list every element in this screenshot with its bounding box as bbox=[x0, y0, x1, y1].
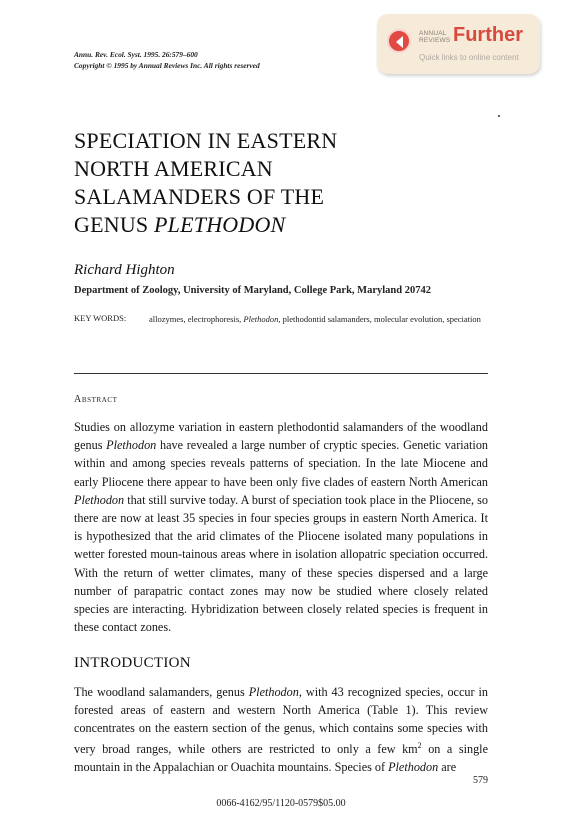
section-divider bbox=[74, 373, 488, 374]
abstract-text-3: that still survive today. A burst of speciation took place in the Pliocene, so there are now at least 35 species in four species groups in eastern North America. It is hypothesized that the arid climates of the Pliocene isolated many populations in wetter forested moun-tainous areas where in isolation allopatric speciation occurred. With the return of wetter climates, many of these species dispersed and a large number of parapatric contact zones may now be studied where closely related species are interacting. Hybridization between closely related species is frequent in these contact zones. bbox=[74, 492, 488, 635]
keywords-genus: Plethodon bbox=[243, 314, 279, 324]
intro-genus-2: Plethodon bbox=[388, 760, 439, 775]
abstract-genus-2: Plethodon bbox=[74, 492, 125, 507]
intro-text-2: with 43 recognized species, occur in forested areas of eastern and western North America (Table 1). This review concentrates on the eastern section of the genus, which contains some species with very broad ranges, while others are restricted to only a few km bbox=[74, 685, 488, 757]
intro-genus-1: Plethodon, bbox=[248, 685, 302, 699]
arrow-left-icon bbox=[387, 29, 411, 53]
article-title bbox=[74, 127, 494, 239]
keywords-label: KEY WORDS: bbox=[74, 313, 127, 323]
intro-text-4: are bbox=[438, 760, 457, 775]
footer-code: 0066-4162/95/1120-0579$05.00 bbox=[216, 798, 346, 809]
keywords-part-2: , plethodontid salamanders, molecular evolution, speciation bbox=[278, 314, 481, 324]
badge-annual-label: ANNUAL bbox=[419, 30, 447, 37]
journal-citation bbox=[74, 49, 260, 71]
title-line-2: NORTH AMERICAN bbox=[74, 156, 273, 181]
title-line-3: SALAMANDERS OF THE bbox=[74, 184, 325, 209]
abstract-text-2: have revealed a large number of cryptic species. Genetic variation within and among species reveals patterns of speciation. In the late Miocene and early Pliocene there appear to have been only five clades of eastern North American bbox=[74, 438, 489, 489]
author-name: Richard Highton bbox=[74, 262, 175, 278]
introduction-heading: INTRODUCTION bbox=[74, 655, 191, 671]
citation-line: Annu. Rev. Ecol. Syst. 1995. 26:579–600 bbox=[74, 50, 198, 59]
introduction-body bbox=[74, 683, 488, 776]
title-line-1: SPECIATION IN EASTERN bbox=[74, 128, 338, 153]
intro-text-3: on a single mountain in the Appalachian or Ouachita mountains. Species of bbox=[74, 742, 488, 775]
copyright-line: Copyright © 1995 by Annual Reviews Inc. All rights reserved bbox=[74, 61, 260, 70]
title-line-4-prefix: GENUS bbox=[74, 212, 155, 237]
intro-superscript: 2 bbox=[417, 741, 422, 750]
intro-text-1: The woodland salamanders, genus bbox=[74, 685, 249, 699]
abstract-body bbox=[74, 418, 488, 636]
abstract-heading: Abstract bbox=[74, 394, 118, 405]
abstract-text-1: Studies on allozyme variation in eastern plethodontid salamanders of the woodland genus bbox=[74, 420, 488, 453]
keywords-part-1: allozymes, electrophoresis, bbox=[149, 314, 244, 324]
stray-dot bbox=[498, 115, 500, 117]
title-genus: PLETHODON bbox=[154, 212, 286, 237]
abstract-genus-1: Plethodon bbox=[106, 438, 157, 453]
badge-further-label: Further bbox=[453, 24, 523, 46]
badge-reviews-label: REVIEWS bbox=[419, 37, 451, 44]
keywords-list bbox=[149, 313, 494, 325]
badge-subtitle: Quick links to online content bbox=[419, 53, 519, 62]
author-affiliation: Department of Zoology, University of Maryland, College Park, Maryland 20742 bbox=[74, 285, 431, 296]
further-links-badge[interactable] bbox=[377, 14, 540, 74]
page-number: 579 bbox=[473, 775, 488, 786]
